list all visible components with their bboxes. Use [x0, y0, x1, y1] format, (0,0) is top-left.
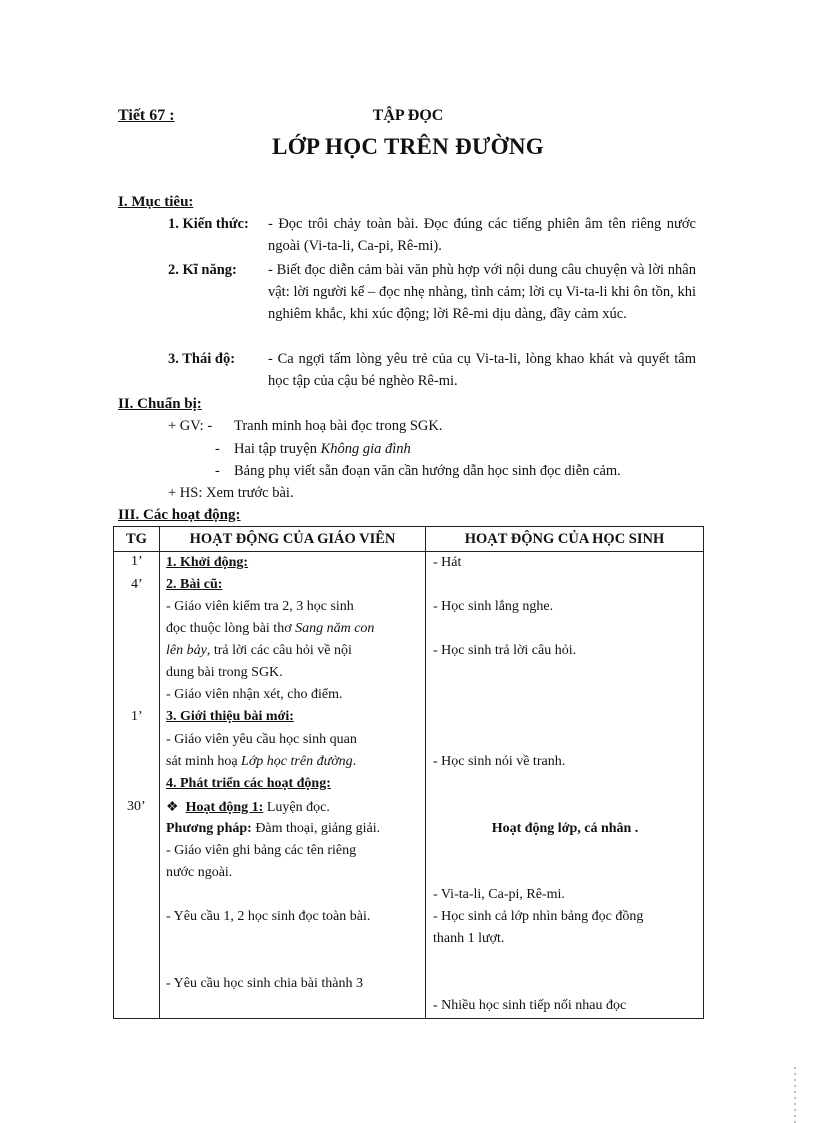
- prep-gv-item-1: Tranh minh hoạ bài đọc trong SGK.: [234, 418, 443, 434]
- teacher-line: lên bảy, trả lời các câu hỏi về nội: [166, 643, 352, 658]
- section-intro: 3. Giới thiệu bài mới:: [166, 709, 294, 724]
- student-cell: [426, 552, 704, 1019]
- objective-text-attitude: - Ca ngợi tấm lòng yêu trẻ của cụ Vi-ta-li, lòng khao khát và quyết tâm học tập của cậu bé nghèo Rê-mi.: [268, 351, 696, 389]
- teacher-cell: [160, 552, 426, 1019]
- page-edge-dots: [792, 1065, 798, 1123]
- student-line: - Học sinh trả lời câu hỏi.: [433, 643, 577, 658]
- student-line: - Nhiều học sinh tiếp nối nhau đọc: [433, 998, 627, 1013]
- time-1: 1’: [131, 554, 143, 569]
- prep-hs: + HS: Xem trước bài.: [168, 485, 294, 501]
- teacher-line: - Giáo viên yêu cầu học sinh quan: [166, 732, 357, 747]
- student-line: - Vi-ta-li, Ca-pi, Rê-mi.: [433, 887, 565, 902]
- objective-text-skills: - Biết đọc diễn cảm bài văn phù hợp với nội dung câu chuyện và lời nhân vật: lời người kể – đọc nhẹ nhàng, tình cảm; lời cụ Vi-ta-li khi ôn tồn, khi nghiêm khắc, khi xúc động; lời Rê-mi dịu dàng, đầy cảm xúc.: [268, 262, 696, 322]
- teacher-line: - Yêu cầu học sinh chia bài thành 3: [166, 976, 363, 991]
- teacher-line: dung bài trong SGK.: [166, 665, 283, 680]
- time-3: 1’: [131, 709, 143, 724]
- book-title: Không gia đình: [320, 441, 411, 457]
- objective-label-knowledge: 1. Kiến thức:: [168, 216, 249, 232]
- objective-label-attitude: 3. Thái độ:: [168, 351, 236, 367]
- student-line: - Học sinh cả lớp nhìn bảng đọc đồng: [433, 909, 644, 924]
- section-activities: 4. Phát triển các hoạt động:: [166, 776, 331, 791]
- teacher-line: sát minh hoạ Lớp học trên đường.: [166, 754, 357, 769]
- student-line: thanh 1 lượt.: [433, 931, 505, 946]
- objectives-heading: I. Mục tiêu:: [118, 194, 194, 210]
- table-header-row: [114, 527, 704, 552]
- prep-gv-item-2: Hai tập truyện Không gia đình: [234, 441, 411, 457]
- prep-gv-item-3: Bảng phụ viết sẵn đoạn văn cần hướng dẫn học sinh đọc diễn cảm.: [234, 463, 621, 479]
- subject-heading: TẬP ĐỌC: [372, 107, 444, 124]
- prep-dash-2: -: [215, 441, 220, 457]
- activities-table: [113, 526, 704, 1019]
- section-warmup: 1. Khởi động:: [166, 555, 249, 570]
- activity-1-line: ❖ Hoạt động 1: Luyện đọc.: [166, 800, 330, 815]
- objective-label-skills: 2. Kĩ năng:: [168, 262, 237, 278]
- method-line: Phương pháp: Đàm thoại, giảng giải.: [166, 821, 381, 836]
- student-line: - Học sinh nói về tranh.: [433, 754, 566, 769]
- prep-dash-3: -: [215, 463, 220, 479]
- column-header-time: TG: [114, 527, 160, 552]
- column-header-student: HOẠT ĐỘNG CỦA HỌC SINH: [426, 527, 704, 552]
- activities-heading: III. Các hoạt động:: [118, 507, 241, 523]
- student-line: - Hát: [433, 555, 462, 570]
- section-review: 2. Bài cũ:: [166, 577, 223, 592]
- teacher-line: - Yêu cầu 1, 2 học sinh đọc toàn bài.: [166, 909, 371, 924]
- student-line: - Học sinh lắng nghe.: [433, 599, 554, 614]
- diamond-bullet-icon: ❖: [166, 800, 179, 815]
- preparation-heading: II. Chuẩn bị:: [118, 396, 202, 412]
- teacher-line: đọc thuộc lòng bài thơ Sang năm con: [166, 621, 375, 636]
- prep-gv-label: + GV: -: [168, 418, 213, 434]
- table-row: [114, 552, 704, 1019]
- time-4: 30’: [127, 799, 146, 814]
- teacher-line: - Giáo viên ghi bảng các tên riêng: [166, 843, 357, 858]
- time-cell: [114, 552, 160, 1019]
- teacher-line: nước ngoài.: [166, 865, 233, 880]
- student-activity-mode: Hoạt động lớp, cá nhân .: [491, 821, 639, 836]
- objective-text-knowledge: - Đọc trôi chảy toàn bài. Đọc đúng các tiếng phiên âm tên riêng nước ngoài (Vi-ta-li, Ca-pi, Rê-mi).: [268, 216, 696, 254]
- teacher-line: - Giáo viên nhận xét, cho điểm.: [166, 687, 343, 702]
- teacher-line: - Giáo viên kiểm tra 2, 3 học sinh: [166, 599, 354, 614]
- column-header-teacher: HOẠT ĐỘNG CỦA GIÁO VIÊN: [160, 527, 426, 552]
- lesson-title: LỚP HỌC TRÊN ĐƯỜNG: [272, 134, 544, 159]
- time-2: 4’: [131, 577, 143, 592]
- lesson-number: Tiết 67 :: [118, 107, 175, 124]
